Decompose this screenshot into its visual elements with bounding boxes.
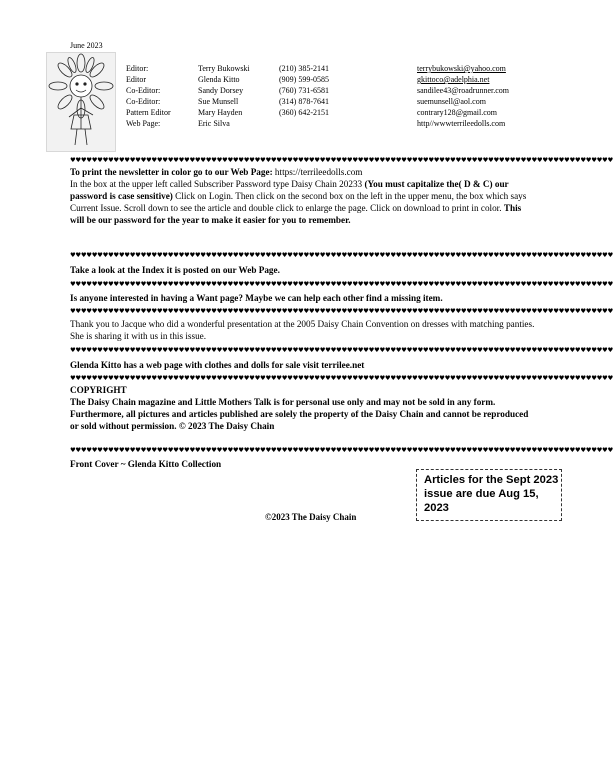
staff-emails [417, 63, 509, 129]
front-cover-caption: Front Cover ~ Glenda Kitto Collection [70, 459, 222, 469]
glenda-note: Glenda Kitto has a web page with clothes and dolls for sale visit terrilee.net [70, 360, 365, 370]
staff-role: Editor: [126, 64, 149, 73]
staff-phone: (760) 731-6581 [279, 86, 329, 95]
bottom-copyright: ©2023 The Daisy Chain [265, 512, 357, 522]
copyright-heading: COPYRIGHT [70, 385, 127, 395]
copyright-text: The Daisy Chain magazine and Little Mothers Talk is for personal use only and may not be sold in any form. Furthermore, all pictures and articles published are solely the property of the Daisy Chain and cannot be reproduced or sold without permission. © 2023 The Daisy Chain [70, 397, 529, 431]
staff-name: Eric Silva [198, 119, 230, 128]
hearts-divider: ♥♥♥♥♥♥♥♥♥♥♥♥♥♥♥♥♥♥♥♥♥♥♥♥♥♥♥♥♥♥♥♥♥♥♥♥♥♥♥♥♥♥♥♥♥♥♥♥♥♥♥♥♥♥♥♥♥♥♥♥♥♥♥♥♥♥♥♥♥♥♥♥♥♥♥♥♥♥♥♥♥♥♥♥♥♥♥♥♥♥♥♥♥♥♥♥♥♥♥♥ [70, 307, 613, 315]
email-link[interactable]: suemunsell@aol.com [417, 97, 486, 106]
web-page-link[interactable]: http//wwwterrileedolls.com [417, 119, 506, 128]
staff-phones [279, 63, 329, 129]
want-page-note: Is anyone interested in having a Want page? Maybe we can help each other find a missing item. [70, 293, 443, 303]
issue-date: June 2023 [70, 41, 103, 50]
email-link[interactable]: contrary128@gmail.com [417, 108, 498, 117]
staff-name: Glenda Kitto [198, 75, 240, 84]
email-link[interactable]: gkittoco@adelphia.net [417, 75, 490, 84]
staff-name: Sue Munsell [198, 97, 239, 106]
thanks-note: Thank you to Jacque who did a wonderful presentation at the 2005 Daisy Chain Convention on dresses with matching panties. She is sharing it with us in this issue. [70, 319, 535, 341]
staff-phone [279, 118, 329, 129]
staff-role: Pattern Editor [126, 108, 171, 117]
hearts-divider: ♥♥♥♥♥♥♥♥♥♥♥♥♥♥♥♥♥♥♥♥♥♥♥♥♥♥♥♥♥♥♥♥♥♥♥♥♥♥♥♥♥♥♥♥♥♥♥♥♥♥♥♥♥♥♥♥♥♥♥♥♥♥♥♥♥♥♥♥♥♥♥♥♥♥♥♥♥♥♥♥♥♥♥♥♥♥♥♥♥♥♥♥♥♥♥♥♥♥♥♥ [70, 251, 613, 259]
staff-name: Mary Hayden [198, 108, 243, 117]
staff-name: Sandy Dorsey [198, 86, 244, 95]
staff-roles [126, 63, 171, 129]
web-url-link[interactable]: https://terrileedolls.com [272, 167, 363, 177]
staff-name: Terry Bukowski [198, 64, 250, 73]
password-note: (You must capitalize the( D & C) our password is case sensitive) [70, 179, 509, 201]
hearts-divider: ♥♥♥♥♥♥♥♥♥♥♥♥♥♥♥♥♥♥♥♥♥♥♥♥♥♥♥♥♥♥♥♥♥♥♥♥♥♥♥♥♥♥♥♥♥♥♥♥♥♥♥♥♥♥♥♥♥♥♥♥♥♥♥♥♥♥♥♥♥♥♥♥♥♥♥♥♥♥♥♥♥♥♥♥♥♥♥♥♥♥♥♥♥♥♥♥♥♥♥♥ [70, 156, 613, 164]
daisy-logo-image [46, 52, 116, 152]
staff-role: Co-Editor: [126, 97, 161, 106]
staff-phone: (314) 878-7641 [279, 97, 329, 106]
hearts-divider: ♥♥♥♥♥♥♥♥♥♥♥♥♥♥♥♥♥♥♥♥♥♥♥♥♥♥♥♥♥♥♥♥♥♥♥♥♥♥♥♥♥♥♥♥♥♥♥♥♥♥♥♥♥♥♥♥♥♥♥♥♥♥♥♥♥♥♥♥♥♥♥♥♥♥♥♥♥♥♥♥♥♥♥♥♥♥♥♥♥♥♥♥♥♥♥♥♥♥♥♥ [70, 374, 613, 382]
staff-phone: (360) 642-2151 [279, 108, 329, 117]
print-instructions [70, 166, 536, 226]
password-reminder: This will be our password for the year to make it easier for you to remember. [70, 203, 522, 225]
index-note: Take a look at the Index it is posted on our Web Page. [70, 265, 280, 275]
email-link[interactable]: terrybukowski@yahoo.com [417, 64, 506, 73]
staff-role: Co-Editor: [126, 86, 161, 95]
staff-names [198, 63, 250, 129]
hearts-divider: ♥♥♥♥♥♥♥♥♥♥♥♥♥♥♥♥♥♥♥♥♥♥♥♥♥♥♥♥♥♥♥♥♥♥♥♥♥♥♥♥♥♥♥♥♥♥♥♥♥♥♥♥♥♥♥♥♥♥♥♥♥♥♥♥♥♥♥♥♥♥♥♥♥♥♥♥♥♥♥♥♥♥♥♥♥♥♥♥♥♥♥♥♥♥♥♥♥♥♥♥ [70, 280, 613, 288]
daisy-icon [47, 53, 115, 151]
hearts-divider: ♥♥♥♥♥♥♥♥♥♥♥♥♥♥♥♥♥♥♥♥♥♥♥♥♥♥♥♥♥♥♥♥♥♥♥♥♥♥♥♥♥♥♥♥♥♥♥♥♥♥♥♥♥♥♥♥♥♥♥♥♥♥♥♥♥♥♥♥♥♥♥♥♥♥♥♥♥♥♥♥♥♥♥♥♥♥♥♥♥♥♥♥♥♥♥♥♥♥♥♥ [70, 446, 613, 454]
login-instructions: Click on Login. Then click on the second box on the left in the upper menu, the box which says Current Issue. Scroll down to see the article and double click to enlarge the page. Click on download to print in color. [70, 191, 527, 213]
staff-phone: (210) 385-2141 [279, 64, 329, 73]
deadline-notice-box: Articles for the Sept 2023 issue are due Aug 15, 2023 [416, 469, 562, 521]
staff-role: Web Page: [126, 119, 161, 128]
email-link[interactable]: sandilee43@roadrunner.com [417, 86, 510, 95]
staff-role: Editor [126, 75, 146, 84]
password-text: In the box at the upper left called Subscriber Password type Daisy Chain 20233 [70, 179, 365, 189]
hearts-divider: ♥♥♥♥♥♥♥♥♥♥♥♥♥♥♥♥♥♥♥♥♥♥♥♥♥♥♥♥♥♥♥♥♥♥♥♥♥♥♥♥♥♥♥♥♥♥♥♥♥♥♥♥♥♥♥♥♥♥♥♥♥♥♥♥♥♥♥♥♥♥♥♥♥♥♥♥♥♥♥♥♥♥♥♥♥♥♥♥♥♥♥♥♥♥♥♥♥♥♥♥ [70, 346, 613, 354]
print-lead: To print the newsletter in color go to our Web Page: [70, 167, 273, 177]
staff-phone: (909) 599-0585 [279, 75, 329, 84]
